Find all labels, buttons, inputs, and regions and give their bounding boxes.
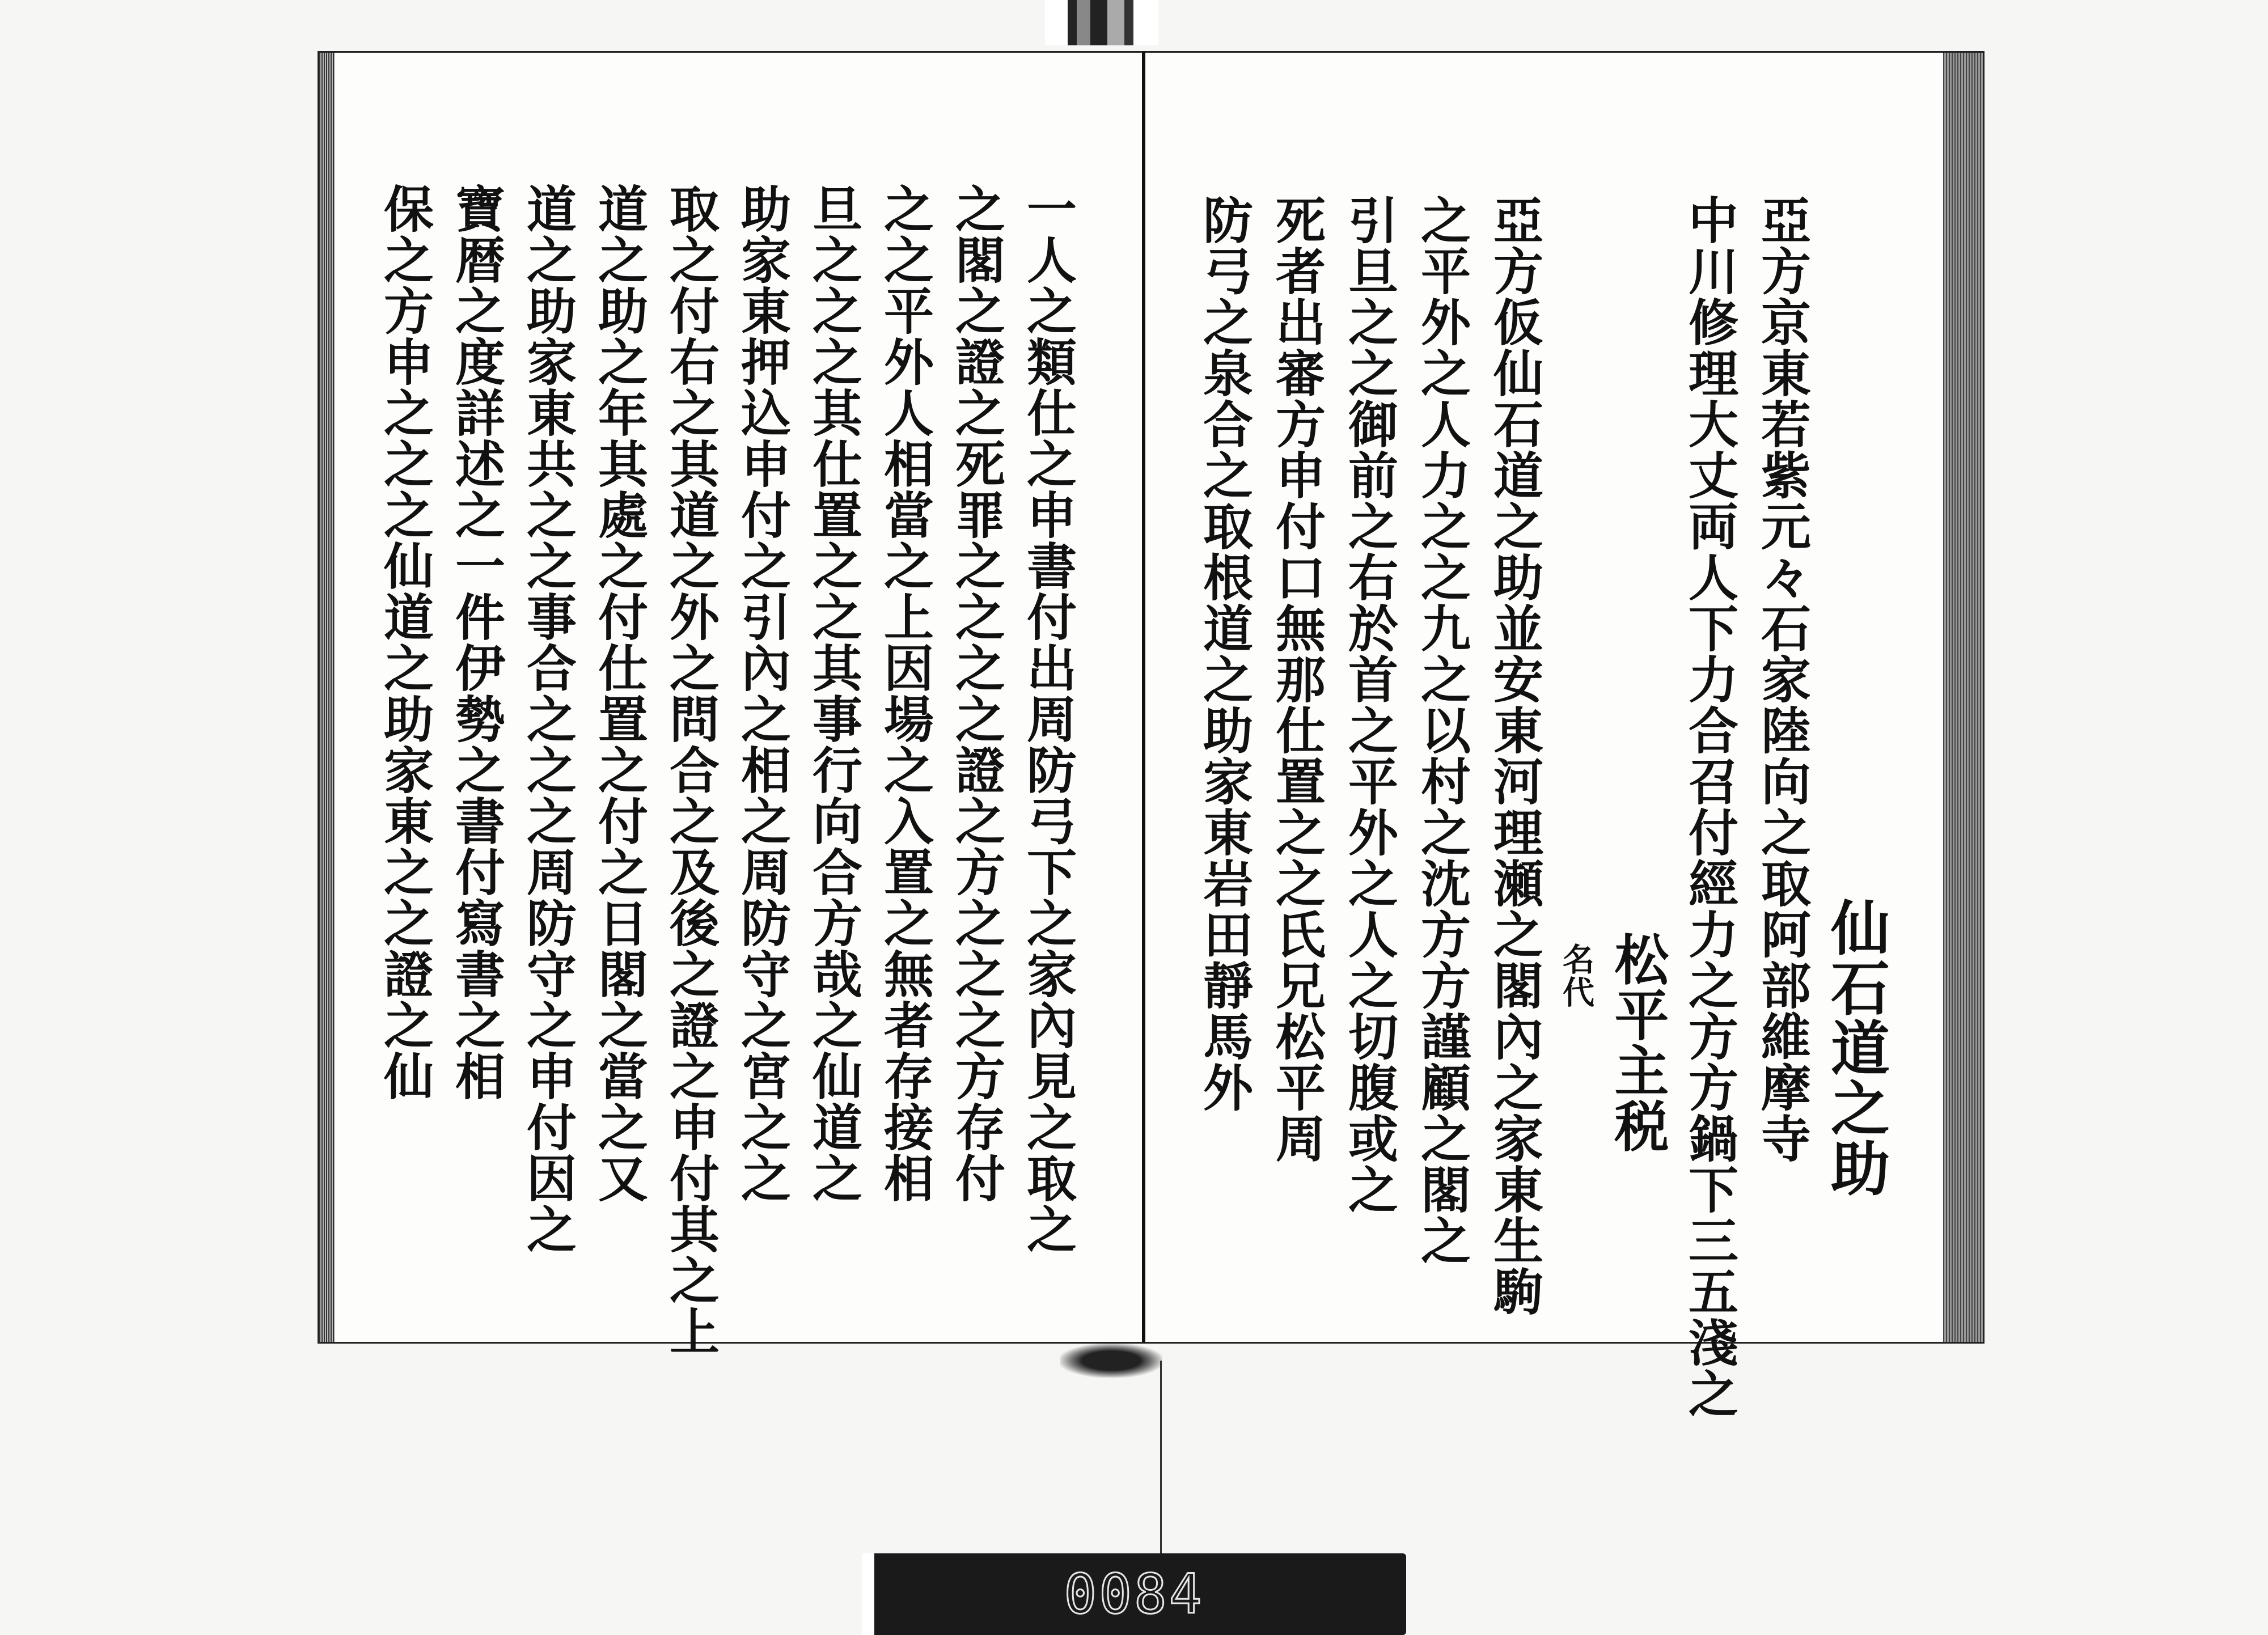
text-column: 保之方申之之之仙道之助家東之之證之仙 bbox=[376, 183, 435, 1102]
signature: 松平主税 bbox=[1606, 931, 1670, 1154]
text-column: 亞方京東若紫元々石家陸向之取阿部維摩寺 bbox=[1753, 194, 1812, 1164]
frame-number: 0084 bbox=[1064, 1562, 1204, 1626]
text-column: 死者出審方申付口無那仕置之之氏兄松平周 bbox=[1268, 194, 1327, 1164]
frame-number-label bbox=[862, 1553, 1406, 1635]
text-column: 取之付右之其道之外之問合之及後之證之申付其之上 bbox=[662, 183, 721, 1357]
text-column: 亞方仮仙石道之助並安東河理瀬之閣內之家東生駒 bbox=[1486, 194, 1545, 1317]
text-column: 之閣之證之死罪之之之之證之方之之之方存付 bbox=[947, 183, 1006, 1204]
text-column: 道之助之年其處之付仕置之付之日閣之當之又 bbox=[590, 183, 649, 1204]
left-page-edge bbox=[319, 53, 335, 1342]
binding-thread bbox=[1160, 1361, 1162, 1565]
text-column: 道之助家東共之之事合之之之周防守之申付因之 bbox=[519, 183, 578, 1255]
right-page-text bbox=[1195, 194, 1890, 1419]
signature-note: 名代 bbox=[1558, 943, 1595, 1009]
right-page-edge bbox=[1943, 53, 1983, 1342]
text-column: 之平外之人力之之九之以村之沈方方謹顧之閣之 bbox=[1413, 194, 1472, 1266]
right-page bbox=[1145, 51, 1984, 1419]
document-title: 仙石道之助 bbox=[1821, 897, 1890, 1198]
left-page-text bbox=[376, 183, 1080, 1357]
text-column: 旦之之之其仕置之之其事行向合方哉之仙道之 bbox=[805, 183, 864, 1204]
text-column: 寶暦之度詳述之一件伊勢之書付寫書之相 bbox=[447, 183, 506, 1102]
text-column: 助家東押込申付之引內之相之周防守之宮之之 bbox=[733, 183, 792, 1204]
binding-clip-bottom bbox=[1060, 1344, 1162, 1378]
text-column: 之之平外人相當之上因場之入置之無者存接相 bbox=[876, 183, 935, 1204]
text-column: 中川修理大丈両人下力合召付經力之方方鍋下三五淺之 bbox=[1681, 194, 1740, 1419]
label-edge bbox=[862, 1553, 880, 1635]
text-column: 引旦之之御前之右於首之平外之人之切腹或之 bbox=[1340, 194, 1399, 1215]
binding-clip-top bbox=[1045, 0, 1158, 45]
text-column: 一人之類仕之申書付出周防弓下之家內見之取之 bbox=[1019, 183, 1078, 1255]
text-column: 防弓之泉合之取根道之助家東岩田靜馬外 bbox=[1195, 194, 1254, 1113]
open-book bbox=[318, 51, 1984, 1419]
left-page bbox=[318, 51, 1145, 1357]
